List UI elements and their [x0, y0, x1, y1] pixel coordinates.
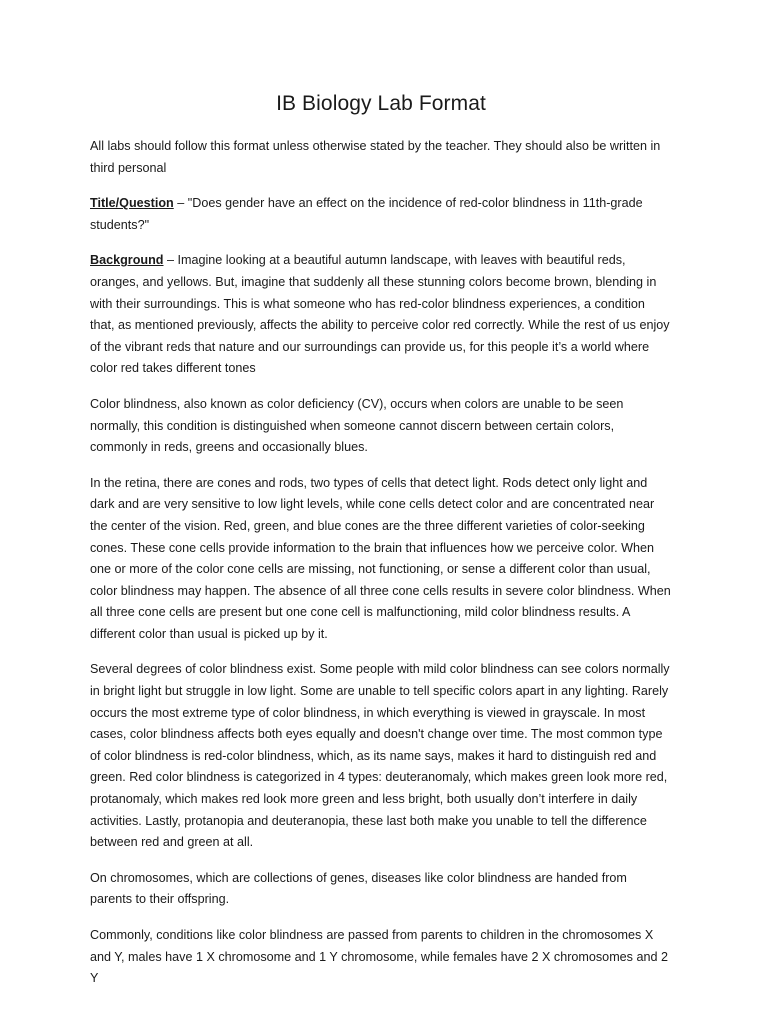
- title-question-heading: Title/Question: [90, 196, 174, 211]
- document-body: [90, 92, 672, 1004]
- background-separator: –: [163, 253, 178, 268]
- degrees-paragraph: Several degrees of color blindness exist. Some people with mild color blindness can see colors normally in bright light but struggle in low light. Some are unable to tell specific colors apart in any lighting. Rarely occurs the most extreme type of color blindness, in which everything is viewed in grayscale. In most cases, color blindness affects both eyes equally and doesn't change over time. The most common type of color blindness is red-color blindness, which, as its name says, makes it hard to distinguish red and green. Red color blindness is categorized in 4 types: deuteranomaly, which makes green look more red, protanomaly, which makes red look more green and less bright, both usually don’t interfere in daily activities. Lastly, protanopia and deuteranopia, these last both make you unable to tell the difference between red and green at all.: [90, 662, 670, 850]
- title-question-separator: –: [173, 196, 188, 211]
- background-text: Imagine looking at a beautiful autumn landscape, with leaves with beautiful reds, oranges, and yellows. But, imagine that suddenly all these stunning colors become brown, blending in with their surroundings. This is what someone who has red-color blindness experiences, a condition that, as mentioned previously, affects the ability to perceive color red correctly. While the rest of us enjoy of the vibrant reds that nature and our surroundings can provide us, for this people it’s a world where color red takes different tones: [90, 253, 670, 376]
- document-title: IB Biology Lab Format: [276, 92, 486, 115]
- title-question-text: "Does gender have an effect on the incidence of red-color blindness in 11th-grade students?": [90, 196, 643, 232]
- background-heading: Background: [90, 253, 164, 268]
- title-question-paragraph: [90, 193, 672, 236]
- intro-paragraph: All labs should follow this format unless otherwise stated by the teacher. They should also be written in third personal: [90, 139, 661, 175]
- retina-cones-paragraph: In the retina, there are cones and rods, two types of cells that detect light. Rods detect only light and dark and are very sensitive to low light levels, while cone cells detect color and are concentrated near the center of the vision. Red, green, and blue cones are the three different varieties of color-seeking cones. These cone cells provide information to the brain that influences how we perceive color. When one or more of the color cone cells are missing, not functioning, or sense a different color than usual, color blindness may happen. The absence of all three cone cells results in severe color blindness. When all three cone cells are present but one cone cell is malfunctioning, mild color blindness results. A different color than usual is picked up by it.: [90, 475, 671, 641]
- color-blindness-definition-paragraph: Color blindness, also known as color deficiency (CV), occurs when colors are unable to be seen normally, this condition is distinguished when someone cannot discern between certain colors, commonly in reds, greens and occasionally blues.: [90, 396, 624, 455]
- chromosomes-paragraph: On chromosomes, which are collections of genes, diseases like color blindness are handed from parents to their offspring.: [90, 870, 627, 907]
- inheritance-paragraph: Commonly, conditions like color blindness are passed from parents to children in the chromosomes X and Y, males have 1 X chromosome and 1 Y chromosome, while females have 2 X chromosomes and 2 Y: [90, 928, 668, 986]
- background-paragraph: [90, 250, 672, 380]
